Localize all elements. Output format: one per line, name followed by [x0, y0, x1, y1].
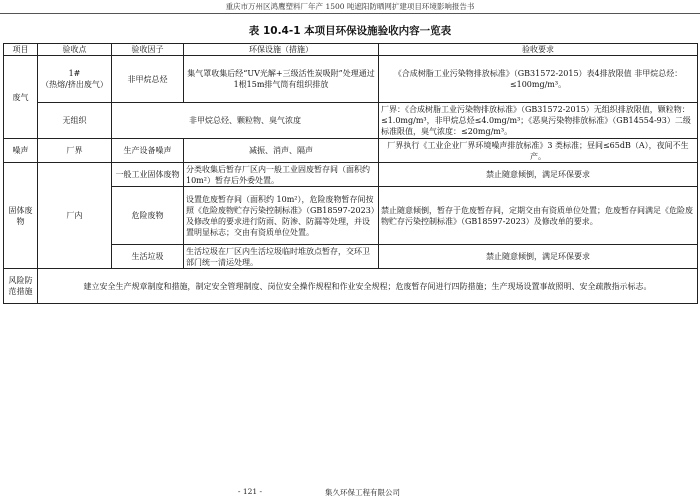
table-row: [4, 103, 698, 139]
factor-cell: 危险废物: [112, 187, 184, 245]
project-cell: 废气: [4, 56, 38, 139]
table-header-row: [4, 44, 698, 56]
point-cell: 厂内: [38, 163, 112, 269]
table-title: 表 10.4-1 本项目环保设施验收内容一览表: [248, 25, 452, 37]
point-cell: 1# （热熔/挤出废气）: [38, 56, 112, 103]
page-number: - 121 -: [237, 487, 263, 496]
measure-cell: 设置危废暂存间（面积约 10m²），危险废物暂存间按照《危险废物贮存污染控制标准》（GB18597-2023）及修改单的要求进行防雨、防渗、防漏等处理，并设置明显标志；交由有资质单位处置。: [184, 187, 379, 245]
point-cell: 无组织: [38, 103, 112, 139]
measure-cell: 分类收集后暂存厂区内一般工业固废暂存间（面积约 10m²）暂存后外委处置。: [184, 163, 379, 187]
factor-cell: 一般工业固体废物: [112, 163, 184, 187]
page-header: 重庆市万州区鸿鹰塑料厂年产 1500 吨遮阳防晒网扩建项目环境影响报告书: [0, 0, 700, 14]
factor-cell: 生活垃圾: [112, 245, 184, 269]
project-cell: 固体废物: [4, 163, 38, 269]
col-header-measure: 环保设施（措施）: [184, 44, 379, 56]
table-row: [4, 269, 698, 304]
measure-cell: 非甲烷总烃、颗粒物、臭气浓度: [112, 103, 379, 139]
risk-content-cell: 建立安全生产规章制度和措施，制定安全管理制度、岗位安全操作规程和作业安全规程；危废暂存间进行四防措施；生产现场设置事故照明、安全疏散指示标志。: [38, 269, 698, 304]
project-cell: 风险防范措施: [4, 269, 38, 304]
requirement-cell: 厂界：《合成树脂工业污染物排放标准》（GB31572-2015）无组织排放限值，颗粒物：≤1.0mg/m³，非甲烷总烃≤4.0mg/m³；《恶臭污染物排放标准》（GB14554-93）二级标准限值，臭气浓度：≤20mg/m³。: [379, 103, 698, 139]
project-cell: 噪声: [4, 139, 38, 163]
col-header-factor: 验收因子: [112, 44, 184, 56]
requirement-cell: 《合成树脂工业污染物排放标准》（GB31572-2015）表4排放限值 非甲烷总烃：≤100mg/m³。: [379, 56, 698, 103]
col-header-project: 项目: [4, 44, 38, 56]
point-cell: 厂界: [38, 139, 112, 163]
requirement-cell: 禁止随意倾倒，满足环保要求: [379, 245, 698, 269]
requirement-cell: 禁止随意倾倒，暂存于危废暂存间，定期交由有资质单位处置；危废暂存间满足《危险废物贮存污染控制标准》（GB18597-2023）及修改单的要求。: [379, 187, 698, 245]
company-name: 集久环保工程有限公司: [325, 488, 400, 497]
measure-cell: 集气罩收集后经“UV光解+三级活性炭吸附”处理通过1根15m排气筒有组织排放: [184, 56, 379, 103]
acceptance-table: [3, 43, 698, 304]
measure-cell: 减振、消声、隔声: [184, 139, 379, 163]
measure-cell: 生活垃圾在厂区内生活垃圾临时堆放点暂存，交环卫部门统一清运处理。: [184, 245, 379, 269]
requirement-cell: 禁止随意倾倒，满足环保要求: [379, 163, 698, 187]
col-header-requirement: 验收要求: [379, 44, 698, 56]
table-row: [4, 56, 698, 103]
col-header-point: 验收点: [38, 44, 112, 56]
factor-cell: 非甲烷总烃: [112, 56, 184, 103]
requirement-cell: 厂界执行《工业企业厂界环境噪声排放标准》3 类标准；昼间≤65dB（A），夜间不生产。: [379, 139, 698, 163]
table-row: [4, 163, 698, 187]
table-row: [4, 139, 698, 163]
factor-cell: 生产设备噪声: [112, 139, 184, 163]
